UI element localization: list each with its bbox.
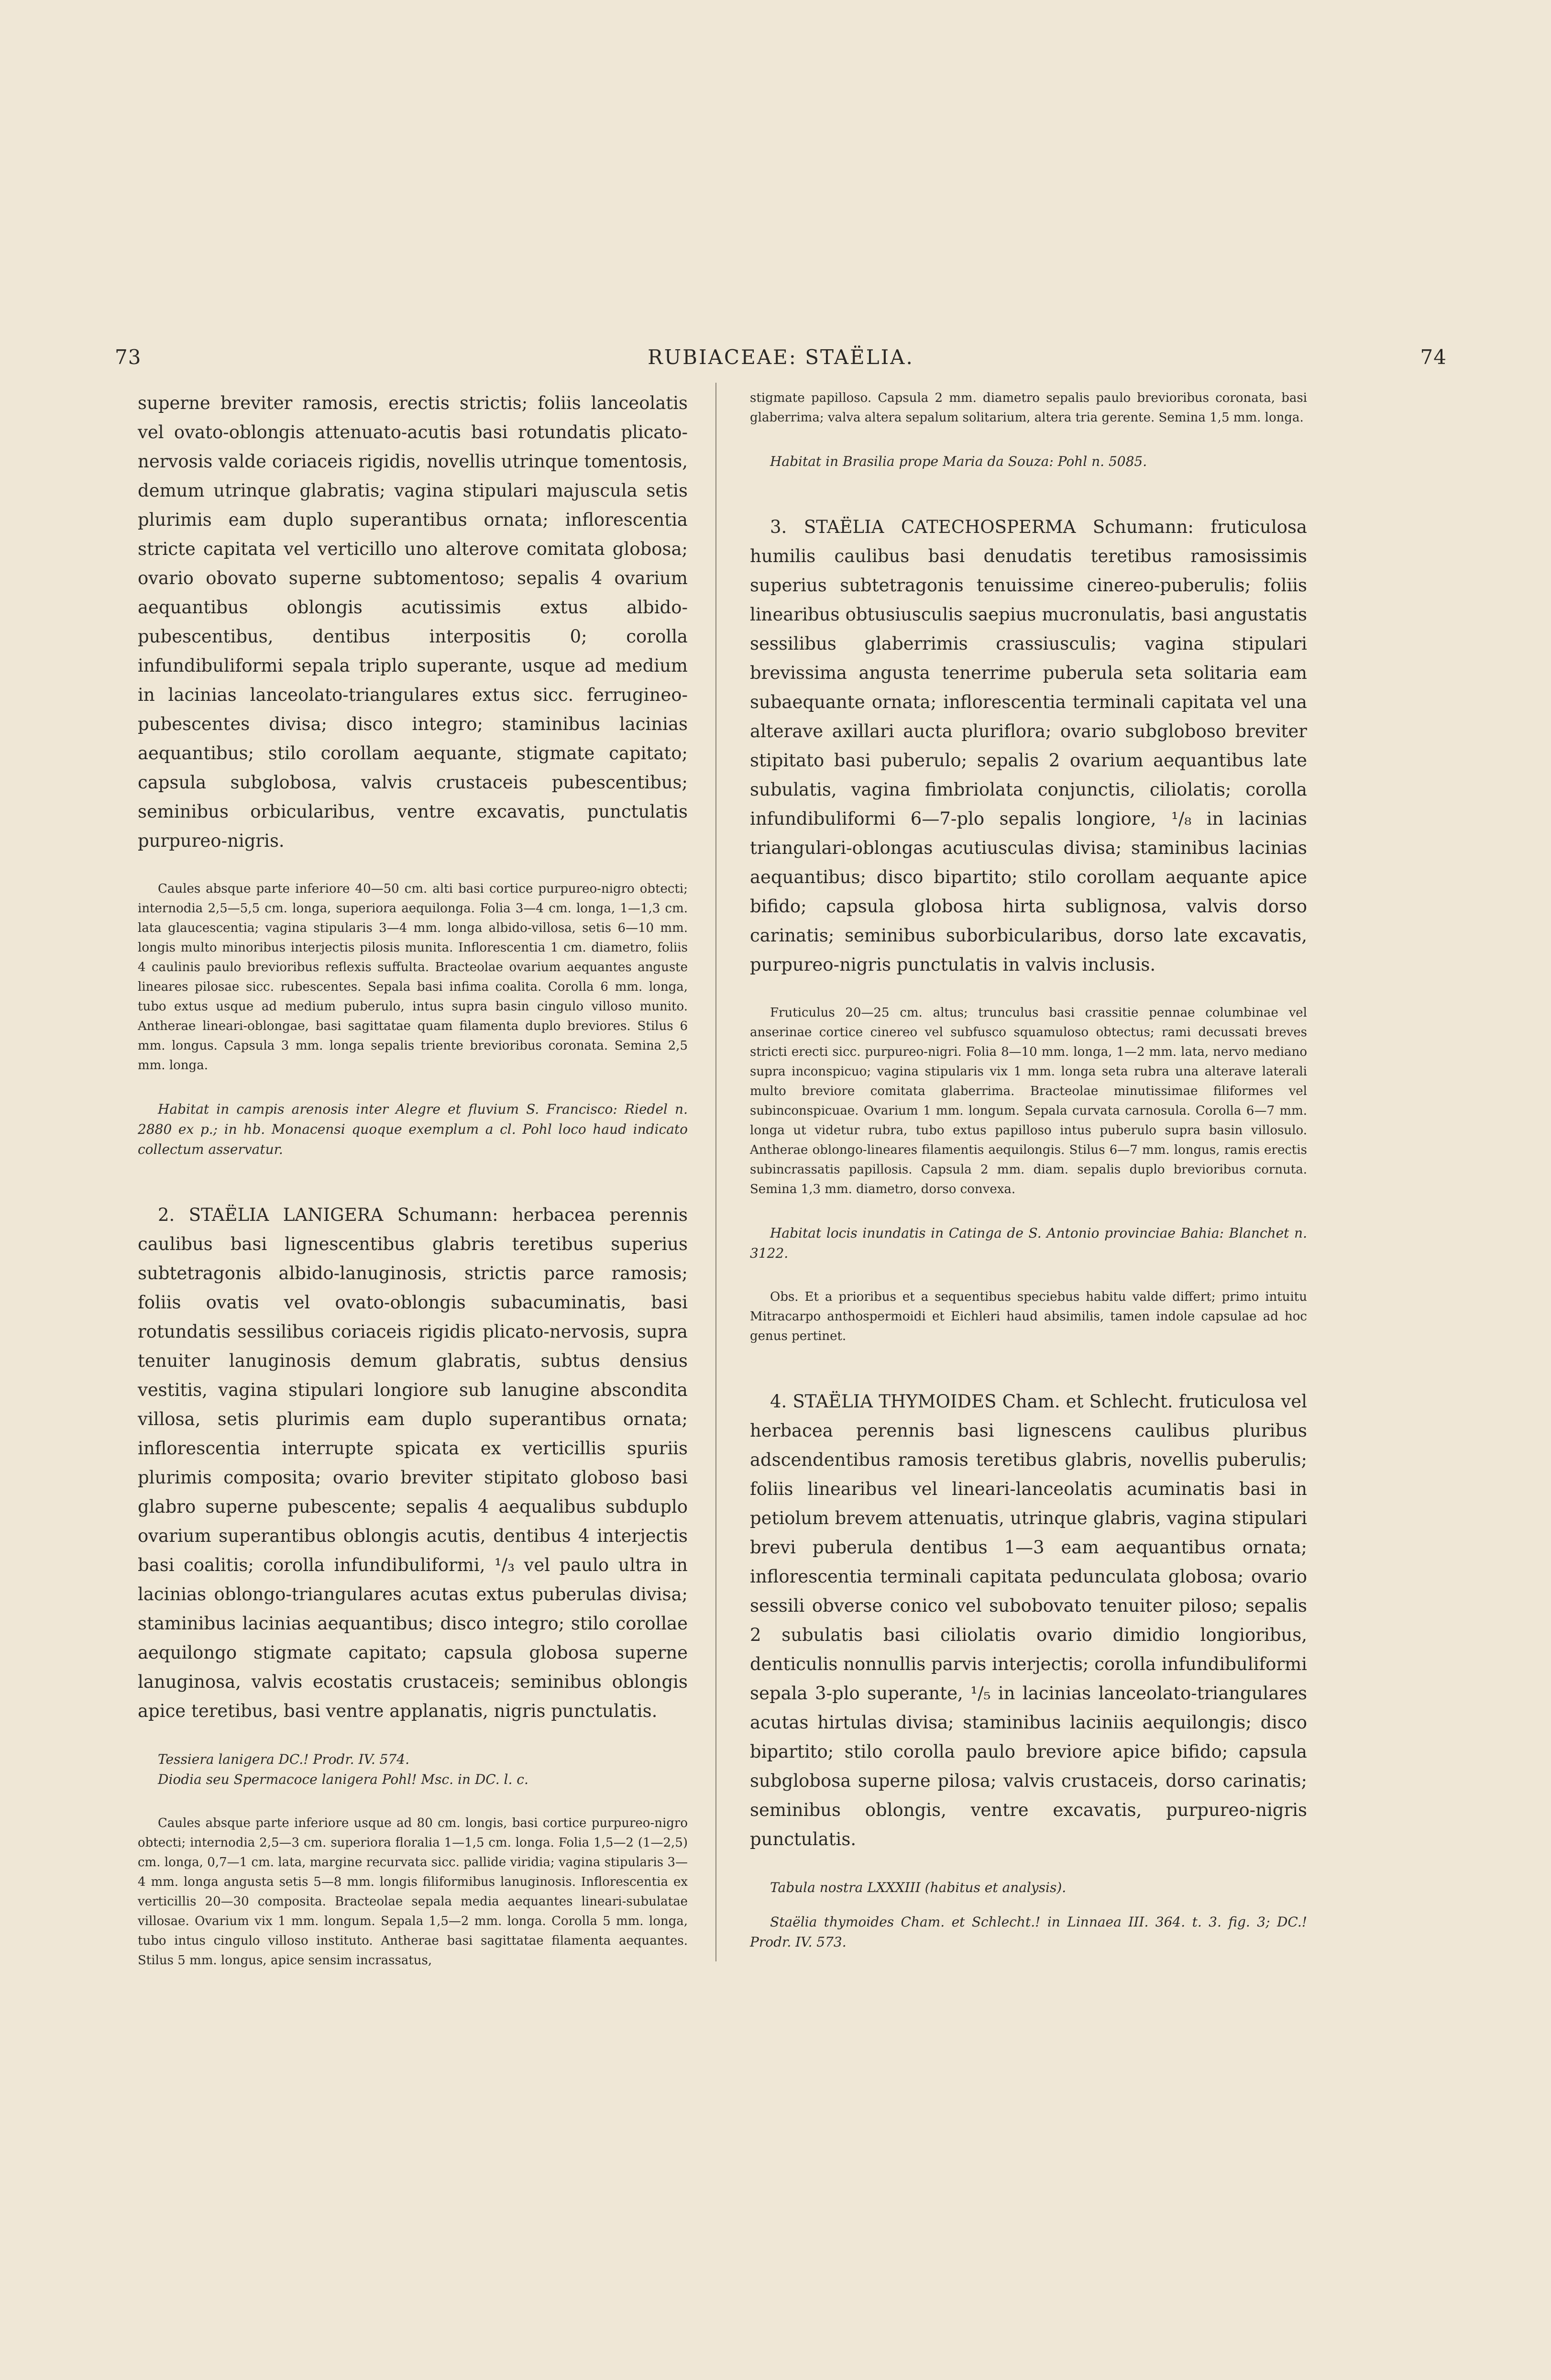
species-description-staelia-thymoides: 4. STAËLIA THYMOIDES Cham. et Schlecht. fruticulosa vel herbacea perennis basi lignescens caulibus pluribus adscendentibus ramosis teretibus glabris, novellis puberulis; foliis linearibus vel lineari-lanceolatis acuminatis basi in petiolum brevem attenuatis, utrinque glabris, vagina stipulari brevi puberula dentibus 1—3 eam aequantibus ornata; inflorescentia terminali capitata pedunculata globosa; ovario sessili obverse conico vel subobovato tenuiter piloso; sepalis 2 subulatis basi ciliolatis ovario dimidio longioribus, denticulis nonnullis parvis interjectis; corolla infundibuliformi sepala 3-plo superante, ¹/₅ in lacinias lanceolato-triangulares acutas hirtulas divisa; staminibus laciniis aequilongis; disco bipartito; stilo corolla paulo breviore apice bifido; capsula subglobosa superne pilosa; valvis crustaceis, dorso carinatis; seminibus oblongis, ventre excavatis, purpureo-nigris punctulatis.: [750, 1391, 1307, 1849]
left-column: [138, 388, 688, 1970]
species-description-staelia-catechosperma: 3. STAËLIA CATECHOSPERMA Schumann: fruticulosa humilis caulibus basi denudatis teretibus ramosissimis superius subtetragonis tenuissime cinereo-puberulis; foliis linearibus obtusiusculis saepius mucronulatis, basi angustatis sessilibus glaberrimis crassiusculis; vagina stipulari brevissima angusta tenerrime puberula seta solitaria eam subaequante ornata; inflorescentia terminali capitata vel una alterave axillari aucta pluriflora; ovario subgloboso breviter stipitato basi puberulo; sepalis 2 ovarium aequantibus late subulatis, vagina fimbriolata conjunctis, ciliolatis; corolla infundibuliformi 6—7-plo sepalis longiore, ¹/₈ in lacinias triangulari-oblongas acutiusculas divisa; staminibus lacinias aequantibus; disco bipartito; stilo corollam aequante apice bifido; capsula globosa hirta sublignosa, valvis dorso carinatis; seminibus suborbicularibus, dorso late excavatis, purpureo-nigris punctulatis in valvis inclusis.: [750, 517, 1307, 975]
plate-reference: Tabula nostra LXXXIII (habitus et analysis).: [770, 1880, 1067, 1895]
measurements-paragraph: Caules absque parte inferiore usque ad 80 cm. longis, basi cortice purpureo-nigro obtecti; internodia 2,5—3 cm. superiora floralia 1—1,5 cm. longa. Folia 1,5—2 (1—2,5) cm. longa, 0,7—1 cm. lata, margine recurvata sicc. pallide viridia; vagina stipularis 3—4 mm. longa angusta setis 5—8 mm. longis filiformibus lanuginosis. Inflorescentia ex verticillis 20—30 composita. Bracteolae sepala media aequantes lineari-subulatae villosae. Ovarium vix 1 mm. longum. Sepala 1,5—2 mm. longa. Corolla 5 mm. longa, tubo intus cingulo villoso instituto. Antherae basi sagittatae filamenta aequantes. Stilus 5 mm. longus, apice sensim incrassatus,: [138, 1816, 688, 1968]
habitat-paragraph: Habitat in Brasilia prope Maria da Souza: Pohl n. 5085.: [770, 454, 1147, 469]
description-paragraph: superne breviter ramosis, erectis strictis; foliis lanceolatis vel ovato-oblongis attenuato-acutis basi rotundatis plicato-nervosis valde coriaceis rigidis, novellis utrinque tomentosis, demum utrinque glabratis; vagina stipulari majuscula setis plurimis eam duplo superantibus ornata; inflorescentia stricte capitata vel verticillo uno alterove comitata globosa; ovario obovato superne subtomentoso; sepalis 4 ovarium aequantibus oblongis acutissimis extus albido-pubescentibus, dentibus interpositis 0; corolla infundibuliformi sepala triplo superante, usque ad medium in lacinias lanceolato-triangulares extus sicc. ferrugineo-pubescentes divisa; disco integro; staminibus lacinias aequantibus; stilo corollam aequante, stigmate capitato; capsula subglobosa, valvis crustaceis pubescentibus; seminibus orbicularibus, ventre excavatis, punctulatis purpureo-nigris.: [138, 393, 688, 851]
measurements-paragraph: Fruticulus 20—25 cm. altus; trunculus basi crassitie pennae columbinae vel anserinae cortice cinereo vel subfusco squamuloso obtectus; rami decussati breves stricti erecti sicc. purpureo-nigri. Folia 8—10 mm. longa, 1—2 mm. lata, nervo mediano supra inconspicuo; vagina stipularis vix 1 mm. longa seta rubra una alterave laterali multo breviore comitata glaberrima. Bracteolae minutissimae filiformes vel subinconspicuae. Ovarium 1 mm. longum. Sepala curvata carnosula. Corolla 6—7 mm. longa ut videtur rubra, tubo extus papilloso intus puberulo supra basin villosulo. Antherae oblongo-lineares filamentis aequilongis. Stilus 6—7 mm. longus, ramis erectis subincrassatis papillosis. Capsula 2 mm. diam. sepalis duplo brevioribus cornuta. Semina 1,3 mm. diametro, dorso convexa.: [750, 1006, 1307, 1196]
habitat-paragraph: Habitat in campis arenosis inter Alegre et fluvium S. Francisco: Riedel n. 2880 ex p.; in hb. Monacensi quoque exemplum a cl. Pohl loco haud indicato collectum asservatur.: [138, 1101, 688, 1157]
synonym-line: Tessiera lanigera DC.! Prodr. IV. 574.: [158, 1751, 409, 1767]
species-description-staelia-lanigera: 2. STAËLIA LANIGERA Schumann: herbacea perennis caulibus basi lignescentibus glabris teretibus superius subtetragonis albido-lanuginosis, strictis parce ramosis; foliis ovatis vel ovato-oblongis subacuminatis, basi rotundatis sessilibus coriaceis rigidis plicato-nervosis, supra tenuiter lanuginosis demum glabratis, subtus densius vestitis, vagina stipulari longiore sub lanugine absconditа villosa, setis plurimis eam duplo superantibus ornata; inflorescentia interrupte spicata ex verticillis spuriis plurimis composita; ovario breviter stipitato globoso basi glabro superne pubescente; sepalis 4 aequalibus subduplo ovarium superantibus oblongis acutis, dentibus 4 interjectis basi coalitis; corolla infundibuliformi, ¹/₃ vel paulo ultra in lacinias oblongo-triangulares acutas extus puberulas divisa; staminibus lacinias aequantibus; disco integro; stilo corollae aequilongo stigmate capitato; capsula globosa superne lanuginosa, valvis ecostatis crustaceis; seminibus oblongis apice teretibus, basi ventre applanatis, nigris punctulatis.: [138, 1205, 688, 1721]
page-number-right: 74: [1420, 345, 1447, 369]
measurements-paragraph: Caules absque parte inferiore 40—50 cm. alti basi cortice purpureo-nigro obtecti; internodia 2,5—5,5 cm. longa, superiora aequilonga. Folia 3—4 cm. longa, 1—1,3 cm. lata glaucescentia; vagina stipularis 3—4 mm. longa albido-villosa, setis 6—10 mm. longis multo minoribus interjectis pilosis munita. Inflorescentia 1 cm. diametro, foliis 4 caulinis paulo brevioribus reflexis suffulta. Bracteolae ovarium aequantes anguste lineares pilosae sicc. rubescentes. Sepala basi infima coalita. Corolla 6 mm. longa, tubo extus usque ad medium puberulo, intus supra basin cingulo villoso munito. Antherae lineari-oblongae, basi sagittatae quam filamenta duplo breviores. Stilus 6 mm. longus. Capsula 3 mm. longa sepalis triente brevioribus coronata. Semina 2,5 mm. longa.: [138, 882, 688, 1073]
running-title: RUBIACEAE: STAËLIA.: [648, 345, 914, 369]
right-column: [750, 388, 1307, 1952]
page-number-left: 73: [115, 345, 142, 369]
synonym-line: Staëlia thymoides Cham. et Schlecht.! in Linnaea III. 364. t. 3. fig. 3; DC.! Prodr. IV. 573.: [750, 1914, 1307, 1950]
measurements-paragraph: stigmate papilloso. Capsula 2 mm. diametro sepalis paulo brevioribus coronata, basi glaberrima; valva altera sepalum solitarium, altera tria gerente. Semina 1,5 mm. longa.: [750, 391, 1307, 425]
column-divider: [715, 383, 716, 1961]
synonym-line: Diodia seu Spermacoce lanigera Pohl! Msc. in DC. l. c.: [158, 1771, 528, 1787]
observation-note: Obs. Et a prioribus et a sequentibus speciebus habitu valde differt; primo intuitu Mitracarpo anthospermoidi et Eichleri haud absimilis, tamen indole capsulae ad hoc genus pertinet.: [750, 1290, 1307, 1343]
running-header: [115, 345, 1447, 379]
habitat-paragraph: Habitat locis inundatis in Catinga de S. Antonio provinciae Bahia: Blanchet n. 3122.: [750, 1225, 1307, 1261]
